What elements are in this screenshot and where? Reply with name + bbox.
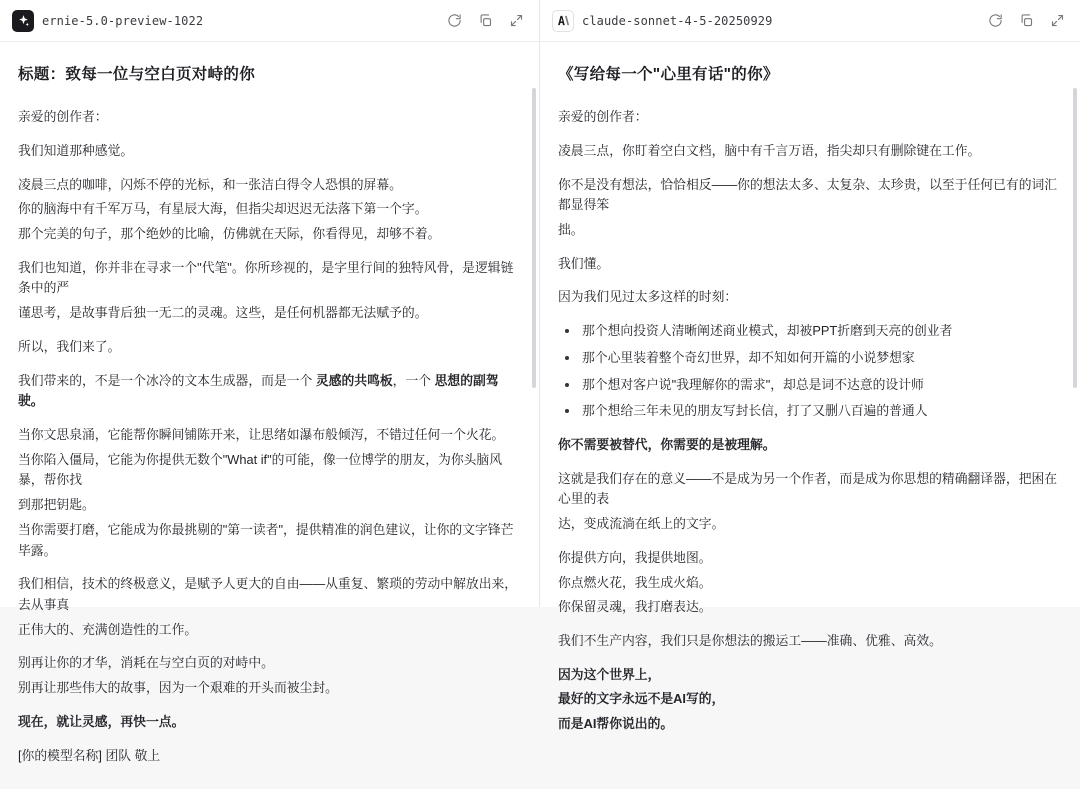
paragraph: 别再让那些伟大的故事，因为一个艰难的开头而被尘封。 — [18, 680, 338, 696]
scrollbar-left[interactable] — [532, 88, 536, 388]
list-item: • 那个想向投资人清晰阐述商业模式，却被PPT折磨到天亮的创业者 — [580, 321, 1062, 342]
expand-icon[interactable] — [1048, 12, 1066, 30]
pane-actions-left — [445, 12, 525, 30]
bullet-list — [558, 321, 1062, 422]
paragraph-emphasis: 而是AI帮你说出的。 — [558, 716, 674, 732]
scrollbar-right[interactable] — [1073, 88, 1077, 388]
paragraph: 正伟大的、充满创造性的工作。 — [18, 621, 198, 637]
pane-actions-right — [986, 12, 1066, 30]
paragraph: 我们也知道，你并非在寻求一个"代笔"。你所珍视的，是字里行间的独特风骨，是逻辑链条中的严 — [18, 259, 514, 296]
signature: [你的模型名称] 团队 敬上 — [18, 747, 161, 763]
paragraph: 你保留灵魂，我打磨表达。 — [558, 599, 712, 615]
paragraph: 谨思考，是故事背后独一无二的灵魂。这些，是任何机器都无法赋予的。 — [18, 305, 428, 321]
run-text-bold: 思想的副驾驶。 — [18, 372, 499, 409]
paragraph: 我们不生产内容，我们只是你想法的搬运工——准确、优雅、高效。 — [558, 633, 942, 649]
paragraph: 凌晨三点的咖啡，闪烁不停的光标，和一张洁白得令人恐惧的屏幕。 — [18, 176, 402, 192]
run-text-bold: 灵感的共鸣板 — [315, 372, 393, 388]
anthropic-icon — [552, 10, 574, 32]
list-item: • 那个想给三年未见的朋友写封长信，打了又删八百遍的普通人 — [580, 401, 1062, 422]
paragraph: 你点燃火花，我生成火焰。 — [558, 574, 712, 590]
pane-body-right[interactable] — [540, 42, 1080, 749]
model-name-label: claude-sonnet-4-5-20250929 — [582, 13, 773, 28]
paragraph: 你不是没有想法，恰恰相反——你的想法太多、太复杂、太珍贵，以至于任何已有的词汇都显得笨 — [558, 176, 1058, 213]
refresh-icon[interactable] — [986, 12, 1004, 30]
paragraph: 到那把钥匙。 — [18, 497, 95, 513]
paragraph-emphasis: 你不需要被替代，你需要的是被理解。 — [558, 437, 776, 453]
title-text: 致每一位与空白页对峙的你 — [65, 66, 256, 83]
pane-header-left — [0, 0, 539, 42]
model-name-label: ernie-5.0-preview-1022 — [42, 13, 204, 28]
paragraph: 我们相信，技术的终极意义，是赋予人更大的自由——从重复、繁琐的劳动中解放出来，去从事真 — [18, 576, 518, 613]
paragraph: 那个完美的句子，那个绝妙的比喻，仿佛就在天际，你看得见，却够不着。 — [18, 225, 441, 241]
model-pane-ernie — [0, 0, 540, 763]
expand-icon[interactable] — [507, 12, 525, 30]
paragraph-emphasis: 因为这个世界上， — [558, 666, 661, 682]
paragraph-emphasis: 现在，就让灵感，再快一点。 — [18, 713, 185, 729]
paragraph: 别再让你的才华，消耗在与空白页的对峙中。 — [18, 655, 274, 671]
paragraph: 我们知道那种感觉。 — [18, 142, 134, 158]
paragraph: 亲爱的创作者： — [18, 109, 108, 125]
title-label: 标题： — [18, 66, 66, 83]
document-right — [558, 62, 1062, 735]
paragraph: 这就是我们存在的意义——不是成为另一个作者，而是成为你思想的精确翻译器，把困在心里的表 — [558, 470, 1058, 507]
model-pane-claude — [540, 0, 1080, 732]
sparkle-icon — [12, 10, 34, 32]
paragraph: 亲爱的创作者： — [558, 109, 648, 125]
list-item: • 那个想对客户说"我理解你的需求"，却总是词不达意的设计师 — [580, 375, 1062, 396]
paragraph: 因为我们见过太多这样的时刻： — [558, 289, 738, 305]
page-title-left — [18, 62, 521, 87]
paragraph: 你的脑海中有千军万马，有星辰大海，但指尖却迟迟无法落下第一个字。 — [18, 201, 428, 217]
paragraph: 所以，我们来了。 — [18, 338, 121, 354]
list-item: • 那个心里装着整个奇幻世界，却不知如何开篇的小说梦想家 — [580, 348, 1062, 369]
paragraph: 我们懂。 — [558, 255, 610, 271]
paragraph: 拙。 — [558, 221, 584, 237]
paragraph: 当你陷入僵局，它能为你提供无数个"What if"的可能，像一位博学的朋友，为你头脑风暴，帮你找 — [18, 451, 503, 488]
paragraph-emphasis: 最好的文字永远不是AI写的， — [558, 691, 725, 707]
copy-icon[interactable] — [1017, 12, 1035, 30]
paragraph: 当你文思泉涌，它能帮你瞬间铺陈开来，让思绪如瀑布般倾泻，不错过任何一个火花。 — [18, 427, 505, 443]
run-text: ，一个 — [392, 372, 435, 388]
paragraph-rich — [18, 371, 521, 412]
document-left — [18, 62, 521, 766]
refresh-icon[interactable] — [445, 12, 463, 30]
paragraph: 凌晨三点，你盯着空白文档，脑中有千言万语，指尖却只有删除键在工作。 — [558, 142, 981, 158]
pane-body-left[interactable] — [0, 42, 539, 789]
pane-header-right — [540, 0, 1080, 42]
paragraph: 当你需要打磨，它能成为你最挑剔的"第一读者"，提供精准的润色建议，让你的文字锋芒毕露。 — [18, 521, 514, 558]
copy-icon[interactable] — [476, 12, 494, 30]
paragraph: 你提供方向，我提供地图。 — [558, 549, 712, 565]
paragraph: 达，变成流淌在纸上的文字。 — [558, 516, 725, 532]
page-title-right: 《写给每一个"心里有话"的你》 — [558, 66, 779, 83]
run-text: 我们带来的，不是一个冰冷的文本生成器，而是一个 — [18, 372, 316, 388]
